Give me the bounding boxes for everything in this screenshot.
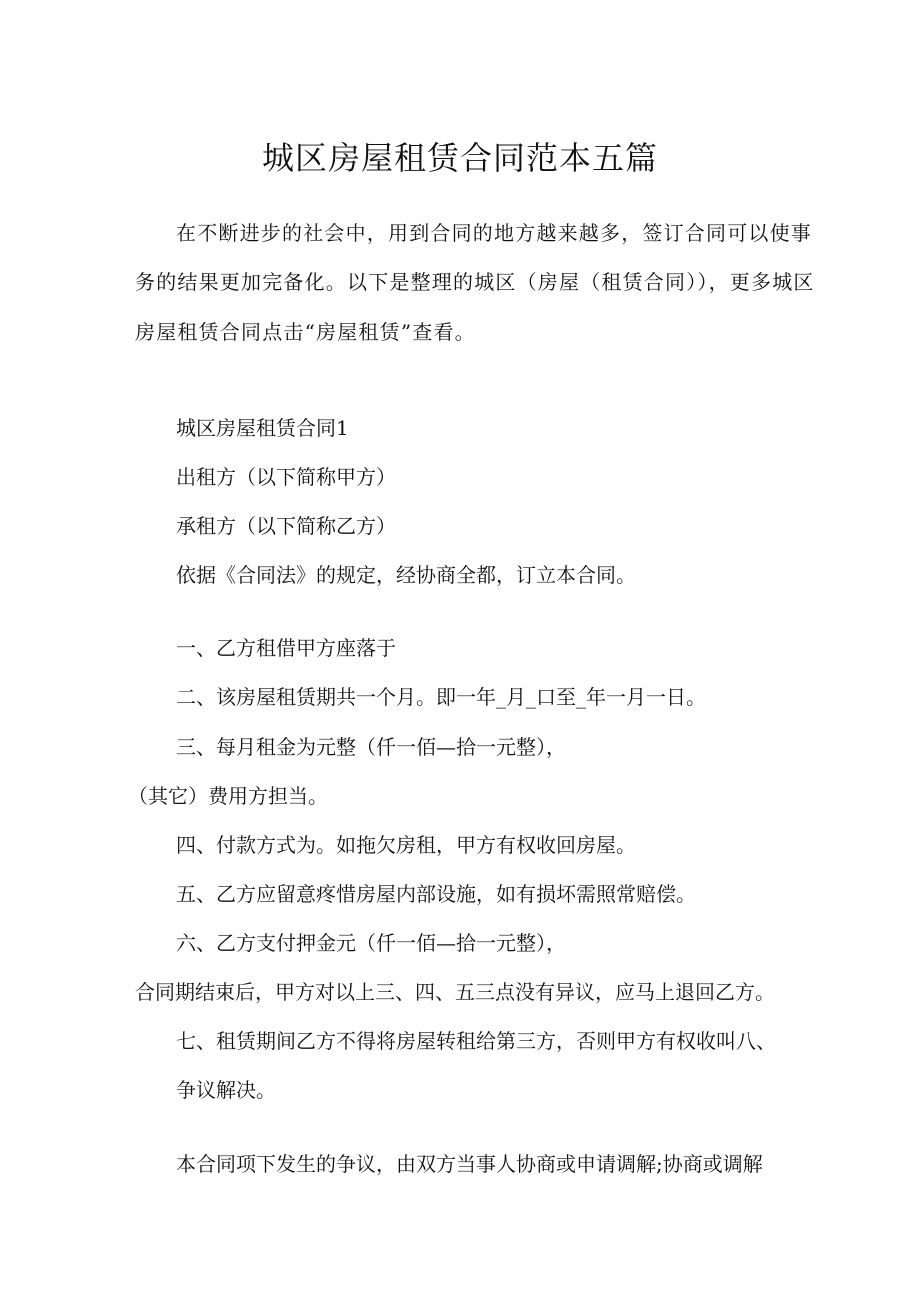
dispute-paragraph: 本合同项下发生的争议，由双方当事人协商或申请调解;协商或调解 — [176, 1152, 763, 1176]
clause-3: 三、每月租金为元整（仟一佰—拾一元整）， — [176, 735, 566, 759]
clause-6: 六、乙方支付押金元（仟一佰—拾一元整）， — [176, 931, 566, 955]
clause-8: 争议解决。 — [176, 1078, 276, 1102]
clause-7: 七、租赁期间乙方不得将房屋转租给第三方，否则甲方有权收叫八、 — [176, 1029, 776, 1053]
party-b-line: 承租方（以下简称乙方） — [176, 514, 396, 538]
contract-heading: 城区房屋租赁合同1 — [176, 416, 349, 440]
clause-4: 四、付款方式为。如拖欠房租，甲方有权收回房屋。 — [176, 833, 636, 857]
intro-line-1: 在不断进步的社会中，用到合同的地方越来越多，签订合同可以使事 — [176, 221, 812, 245]
clause-6-continued: 合同期结束后，甲方对以上三、四、五三点没有异议，应马上退回乙方。 — [135, 980, 775, 1004]
clause-3-continued: （其它）费用方担当。 — [128, 784, 328, 808]
clause-1: 一、乙方租借甲方座落于 — [176, 636, 396, 660]
party-a-line: 出租方（以下简称甲方） — [176, 465, 396, 489]
intro-line-3: 房屋租赁合同点击“房屋租赁”查看。 — [135, 320, 476, 344]
clause-5: 五、乙方应留意疼惜房屋内部设施，如有损坏需照常赔偿。 — [176, 882, 696, 906]
intro-line-2: 务的结果更加完备化。以下是整理的城区（房屋（租赁合同）），更多城区 — [135, 270, 815, 294]
basis-line: 依据《合同法》的规定，经协商全都，订立本合同。 — [176, 563, 636, 587]
document-title: 城区房屋租赁合同范本五篇 — [261, 139, 658, 177]
clause-2: 二、该房屋租赁期共一个月。即一年_月_口至_年一月一日。 — [176, 685, 706, 709]
